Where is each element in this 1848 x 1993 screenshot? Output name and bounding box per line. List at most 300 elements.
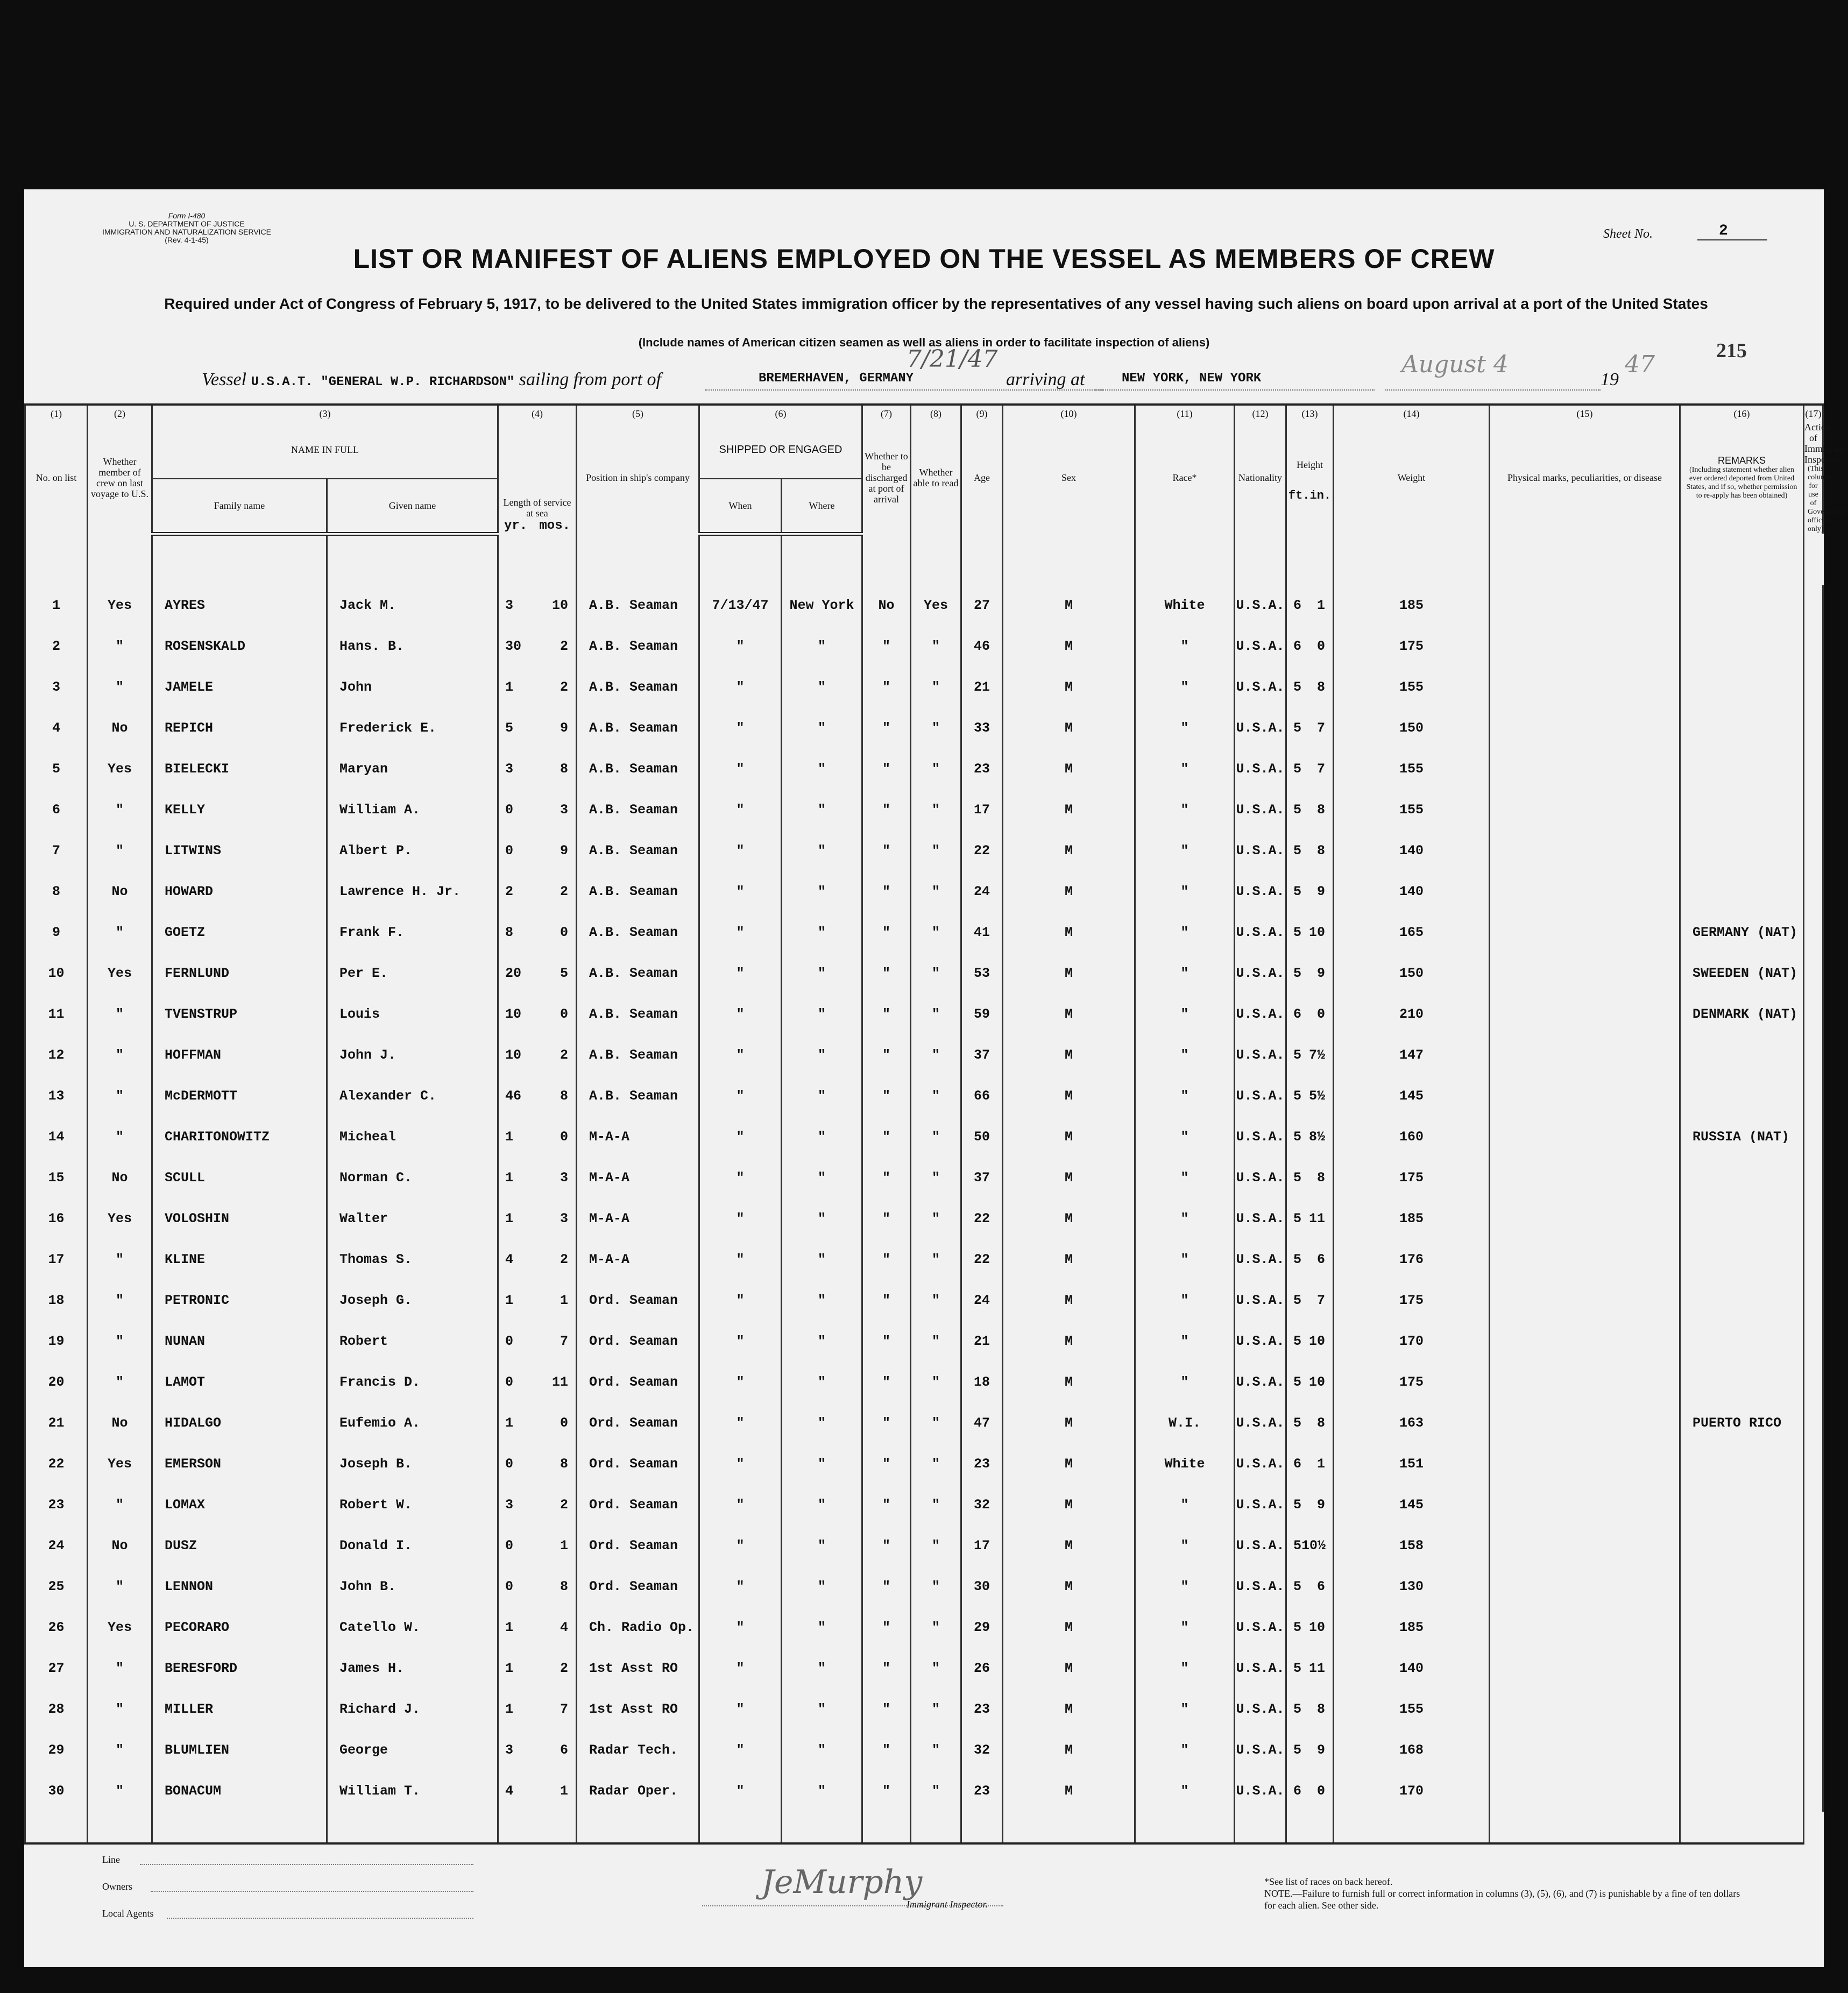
handwritten-date: 7/21/47 (907, 345, 998, 373)
cell-remarks: DENMARK (NAT) (1680, 994, 1804, 1035)
cell-able-to-read: " (911, 1321, 961, 1362)
service-years: 3 (505, 598, 514, 613)
service-split (499, 1293, 576, 1308)
cell-weight: 176 (1334, 1239, 1490, 1280)
service-split (499, 1170, 576, 1186)
cell-remarks (1680, 1771, 1804, 1812)
cell-shipped-when: " (699, 708, 782, 749)
service-split (499, 1497, 576, 1513)
cell-physical-marks (1490, 1566, 1680, 1607)
cell-height (1286, 1280, 1334, 1321)
cell-weight: 163 (1334, 1403, 1490, 1444)
cell-shipped-where: " (782, 1321, 862, 1362)
cell-weight: 155 (1334, 749, 1490, 790)
cell-length-of-service (498, 708, 577, 749)
header-race: Race* (1135, 422, 1235, 534)
cell-position: Ord. Seaman (577, 1566, 699, 1607)
cell-position: Ord. Seaman (577, 1403, 699, 1444)
cell-given-name: Robert W. (327, 1485, 498, 1526)
table-row (25, 1362, 1823, 1403)
height-inches: 1 (1316, 598, 1325, 613)
cell-height (1286, 1444, 1334, 1485)
cell-race: " (1135, 1526, 1235, 1566)
cell-shipped-where: New York (782, 585, 862, 626)
cell-nationality: U.S.A. (1235, 790, 1286, 831)
service-split (499, 1579, 576, 1594)
cell-nationality: U.S.A. (1235, 1485, 1286, 1526)
cell-race: " (1135, 1362, 1235, 1403)
table-body (25, 534, 1823, 1843)
table-row (25, 1730, 1823, 1771)
cell-weight: 165 (1334, 912, 1490, 953)
height-split (1287, 1701, 1333, 1717)
spacer-cell (862, 534, 911, 585)
cell-family-name: HOFFMAN (152, 1035, 327, 1076)
cell-length-of-service (498, 994, 577, 1035)
service-years: 1 (505, 1701, 514, 1717)
service-split (499, 639, 576, 654)
cell-remarks (1680, 1362, 1804, 1403)
height-split (1287, 679, 1333, 695)
cell-position: A.B. Seaman (577, 708, 699, 749)
cell-given-name: Maryan (327, 749, 498, 790)
cell-discharged: " (862, 1648, 911, 1689)
height-feet: 5 (1293, 884, 1302, 899)
cell-age: 18 (961, 1362, 1003, 1403)
height-feet: 5 (1293, 1415, 1302, 1431)
table-header (25, 405, 1845, 534)
cell-nationality: U.S.A. (1235, 1362, 1286, 1403)
cell-shipped-when: " (699, 1158, 782, 1198)
cell-weight: 175 (1334, 626, 1490, 667)
cell-previous-voyage: " (88, 912, 152, 953)
service-years: 10 (505, 1006, 522, 1022)
table-row (25, 831, 1823, 871)
cell-age: 53 (961, 953, 1003, 994)
cell-shipped-when: " (699, 1117, 782, 1158)
header-sex: Sex (1003, 422, 1135, 534)
height-inches: 6 (1316, 1579, 1325, 1594)
cell-discharged: " (862, 1158, 911, 1198)
cell-height (1286, 871, 1334, 912)
cell-nationality: U.S.A. (1235, 1158, 1286, 1198)
cell-able-to-read: " (911, 626, 961, 667)
cell-position: 1st Asst RO (577, 1648, 699, 1689)
cell-family-name: EMERSON (152, 1444, 327, 1485)
cell-sex: M (1003, 667, 1135, 708)
cell-able-to-read: " (911, 708, 961, 749)
cell-remarks (1680, 626, 1804, 667)
col-num-6: (6) (699, 405, 862, 422)
cell-weight: 175 (1334, 1280, 1490, 1321)
cell-age: 59 (961, 994, 1003, 1035)
table-row (25, 994, 1823, 1035)
cell-race: W.I. (1135, 1403, 1235, 1444)
filler-cell (1680, 1812, 1804, 1843)
cell-physical-marks (1490, 708, 1680, 749)
cell-race: " (1135, 1117, 1235, 1158)
cell-nationality: U.S.A. (1235, 708, 1286, 749)
height-split (1287, 1579, 1333, 1594)
arriving-label: arriving at (1006, 370, 1085, 389)
height-feet: 6 (1293, 1456, 1302, 1472)
cell-race: " (1135, 708, 1235, 749)
cell-age: 24 (961, 1280, 1003, 1321)
cell-sex: M (1003, 912, 1135, 953)
cell-sex: M (1003, 871, 1135, 912)
header-given-name: Given name (327, 479, 498, 534)
cell-sex: M (1003, 1117, 1135, 1158)
height-inches: 9 (1316, 966, 1325, 981)
table-row (25, 1566, 1823, 1607)
cell-inspector-action (1804, 1158, 1823, 1198)
cell-length-of-service (498, 1771, 577, 1812)
col-num-9: (9) (961, 405, 1003, 422)
cell-race: " (1135, 1198, 1235, 1239)
service-years: 0 (505, 1579, 514, 1594)
cell-age: 17 (961, 790, 1003, 831)
height-feet: 5 (1293, 1374, 1302, 1390)
cell-length-of-service (498, 790, 577, 831)
cell-inspector-action (1804, 1566, 1823, 1607)
cell-nationality: U.S.A. (1235, 1526, 1286, 1566)
service-months: 7 (560, 1334, 568, 1349)
height-inches: 8 (1316, 1701, 1325, 1717)
cell-age: 66 (961, 1076, 1003, 1117)
height-split (1287, 639, 1333, 654)
cell-sex: M (1003, 1730, 1135, 1771)
cell-position: A.B. Seaman (577, 1076, 699, 1117)
cell-height (1286, 1607, 1334, 1648)
cell-height (1286, 1689, 1334, 1730)
header-remarks-title: REMARKS (1717, 455, 1766, 466)
cell-able-to-read: " (911, 912, 961, 953)
cell-length-of-service (498, 1076, 577, 1117)
cell-shipped-where: " (782, 1689, 862, 1730)
cell-given-name: Frederick E. (327, 708, 498, 749)
cell-height (1286, 1771, 1334, 1812)
table-row (25, 790, 1823, 831)
height-split (1287, 761, 1333, 777)
cell-weight: 145 (1334, 1076, 1490, 1117)
table-row (25, 626, 1823, 667)
cell-nationality: U.S.A. (1235, 1117, 1286, 1158)
header-shipped-engaged: SHIPPED OR ENGAGED (699, 422, 862, 479)
cell-able-to-read: " (911, 1566, 961, 1607)
cell-shipped-when: " (699, 1444, 782, 1485)
cell-given-name: Joseph G. (327, 1280, 498, 1321)
cell-given-name: Albert P. (327, 831, 498, 871)
height-split (1287, 1334, 1333, 1349)
cell-family-name: PETRONIC (152, 1280, 327, 1321)
height-feet: 5 (1293, 1742, 1302, 1758)
cell-shipped-when: " (699, 1035, 782, 1076)
cell-given-name: James H. (327, 1648, 498, 1689)
line-label: Line (102, 1854, 120, 1865)
cell-sex: M (1003, 1403, 1135, 1444)
cell-nationality: U.S.A. (1235, 1403, 1286, 1444)
service-split (499, 1538, 576, 1554)
cell-nationality: U.S.A. (1235, 1566, 1286, 1607)
cell-height (1286, 1239, 1334, 1280)
cell-remarks (1680, 1648, 1804, 1689)
cell-shipped-when: " (699, 994, 782, 1035)
table-row (25, 1526, 1823, 1566)
cell-able-to-read: " (911, 1117, 961, 1158)
cell-sex: M (1003, 790, 1135, 831)
table-row (25, 871, 1823, 912)
cell-previous-voyage: No (88, 871, 152, 912)
cell-physical-marks (1490, 1689, 1680, 1730)
cell-shipped-when: " (699, 1485, 782, 1526)
cell-age: 17 (961, 1526, 1003, 1566)
cell-remarks (1680, 790, 1804, 831)
header-list-number: No. on list (25, 422, 88, 534)
cell-shipped-when: 7/13/47 (699, 585, 782, 626)
cell-sex: M (1003, 1444, 1135, 1485)
cell-family-name: McDERMOTT (152, 1076, 327, 1117)
height-feet: 5 (1293, 1047, 1302, 1063)
header-remarks (1680, 422, 1804, 534)
height-inches: 8½ (1308, 1129, 1325, 1145)
height-split (1287, 925, 1333, 940)
service-years: 2 (505, 884, 514, 899)
cell-list-number: 26 (25, 1607, 88, 1648)
header-discharged: Whether to be discharged at port of arrival (862, 422, 911, 534)
arrival-port: NEW YORK, NEW YORK (1122, 371, 1262, 386)
cell-given-name: Joseph B. (327, 1444, 498, 1485)
header-spacer-row (25, 534, 1823, 585)
cell-position: Ord. Seaman (577, 1362, 699, 1403)
cell-nationality: U.S.A. (1235, 585, 1286, 626)
cell-sex: M (1003, 1607, 1135, 1648)
cell-shipped-when: " (699, 626, 782, 667)
arrival-date: August 4 (1401, 351, 1509, 378)
height-feet: 5 (1293, 1293, 1302, 1308)
service-months: 8 (560, 1579, 568, 1594)
filler-cell (1235, 1812, 1286, 1843)
height-inches: 9 (1316, 1497, 1325, 1513)
cell-age: 23 (961, 1771, 1003, 1812)
cell-given-name: Louis (327, 994, 498, 1035)
col-num-7: (7) (862, 405, 911, 422)
cell-shipped-when: " (699, 953, 782, 994)
page-number: 215 (1716, 339, 1747, 362)
cell-list-number: 3 (25, 667, 88, 708)
cell-given-name: Richard J. (327, 1689, 498, 1730)
cell-previous-voyage: " (88, 1076, 152, 1117)
vessel-label: Vessel (202, 370, 247, 389)
cell-list-number: 27 (25, 1648, 88, 1689)
owners-label: Owners (102, 1881, 132, 1892)
form-number: Form I-480 (168, 211, 206, 220)
table-row (25, 1158, 1823, 1198)
cell-family-name: ROSENSKALD (152, 626, 327, 667)
cell-shipped-where: " (782, 1158, 862, 1198)
cell-shipped-where: " (782, 1730, 862, 1771)
col-num-17: (17) (1804, 405, 1823, 422)
cell-previous-voyage: " (88, 1485, 152, 1526)
cell-shipped-where: " (782, 831, 862, 871)
cell-position: Ord. Seaman (577, 1444, 699, 1485)
cell-given-name: Francis D. (327, 1362, 498, 1403)
cell-height (1286, 749, 1334, 790)
cell-discharged: " (862, 1321, 911, 1362)
service-split (499, 925, 576, 940)
cell-physical-marks (1490, 1198, 1680, 1239)
service: IMMIGRATION AND NATURALIZATION SERVICE (102, 228, 271, 236)
col-num-11: (11) (1135, 405, 1235, 422)
service-years: 0 (505, 843, 514, 859)
cell-list-number: 8 (25, 871, 88, 912)
inspector-signature: JeMurphy (761, 1863, 923, 1901)
cell-physical-marks (1490, 1771, 1680, 1812)
service-months: 0 (560, 1006, 568, 1022)
cell-shipped-where: " (782, 1239, 862, 1280)
cell-list-number: 30 (25, 1771, 88, 1812)
cell-given-name: John J. (327, 1035, 498, 1076)
cell-previous-voyage: Yes (88, 585, 152, 626)
cell-shipped-where: " (782, 1280, 862, 1321)
subtitle-note: (Include names of American citizen seamen as well as aliens in order to facilitate inspection of aliens) (638, 336, 1210, 349)
cell-sex: M (1003, 585, 1135, 626)
cell-family-name: KLINE (152, 1239, 327, 1280)
height-inches: 6 (1316, 1252, 1325, 1267)
col-num-8: (8) (911, 405, 961, 422)
cell-age: 37 (961, 1158, 1003, 1198)
cell-length-of-service (498, 1117, 577, 1158)
col-num-1: (1) (25, 405, 88, 422)
height-feet: 5 (1293, 1701, 1302, 1717)
cell-previous-voyage: " (88, 1239, 152, 1280)
cell-given-name: John B. (327, 1566, 498, 1607)
cell-list-number: 28 (25, 1689, 88, 1730)
height-split (1287, 1211, 1333, 1226)
height-feet: 5 (1293, 1538, 1302, 1554)
agents-label: Local Agents (102, 1908, 154, 1919)
height-feet: 5 (1293, 1497, 1302, 1513)
cell-physical-marks (1490, 1280, 1680, 1321)
cell-list-number: 15 (25, 1158, 88, 1198)
cell-weight: 175 (1334, 1158, 1490, 1198)
cell-given-name: Hans. B. (327, 626, 498, 667)
cell-nationality: U.S.A. (1235, 667, 1286, 708)
service-years: 1 (505, 679, 514, 695)
filler-cell (1490, 1812, 1680, 1843)
service-split (499, 1211, 576, 1226)
cell-race: " (1135, 667, 1235, 708)
service-split (499, 598, 576, 613)
cell-sex: M (1003, 708, 1135, 749)
cell-age: 24 (961, 871, 1003, 912)
cell-discharged: " (862, 1362, 911, 1403)
height-feet: 6 (1293, 598, 1302, 613)
cell-inspector-action (1804, 1607, 1823, 1648)
vessel-line (202, 370, 661, 390)
service-years: 46 (505, 1088, 522, 1104)
height-feet: 5 (1293, 1661, 1302, 1676)
service-months: 2 (560, 1497, 568, 1513)
service-split (499, 1374, 576, 1390)
cell-shipped-where: " (782, 1444, 862, 1485)
filler-cell (25, 1812, 88, 1843)
height-inches: 8 (1316, 1415, 1325, 1431)
height-inches: 10½ (1301, 1538, 1326, 1554)
cell-remarks (1680, 1158, 1804, 1198)
cell-remarks: SWEEDEN (NAT) (1680, 953, 1804, 994)
filler-cell (1135, 1812, 1235, 1843)
cell-length-of-service (498, 1239, 577, 1280)
cell-inspector-action (1804, 1689, 1823, 1730)
line-field (140, 1864, 473, 1865)
service-years: 1 (505, 1170, 514, 1186)
height-split (1287, 1620, 1333, 1635)
table-row (25, 1607, 1823, 1648)
cell-length-of-service (498, 1648, 577, 1689)
filler-cell (88, 1812, 152, 1843)
height-feet: 5 (1293, 761, 1302, 777)
cell-discharged: " (862, 994, 911, 1035)
cell-length-of-service (498, 667, 577, 708)
cell-family-name: AYRES (152, 585, 327, 626)
cell-shipped-when: " (699, 871, 782, 912)
cell-sex: M (1003, 1198, 1135, 1239)
cell-height (1286, 1076, 1334, 1117)
cell-family-name: FERNLUND (152, 953, 327, 994)
cell-able-to-read: " (911, 1403, 961, 1444)
service-split (499, 720, 576, 736)
cell-able-to-read: " (911, 1730, 961, 1771)
cell-inspector-action (1804, 1239, 1823, 1280)
height-inches: 7 (1316, 1293, 1325, 1308)
cell-previous-voyage: Yes (88, 1444, 152, 1485)
cell-given-name: Thomas S. (327, 1239, 498, 1280)
cell-weight: 185 (1334, 1198, 1490, 1239)
header-service-units (499, 519, 576, 534)
cell-physical-marks (1490, 953, 1680, 994)
header-when: When (699, 479, 782, 534)
table-row (25, 1035, 1823, 1076)
table-row (25, 1403, 1823, 1444)
cell-shipped-when: " (699, 790, 782, 831)
table-row (25, 1771, 1823, 1812)
cell-shipped-where: " (782, 790, 862, 831)
filler-cell (911, 1812, 961, 1843)
cell-list-number: 12 (25, 1035, 88, 1076)
cell-sex: M (1003, 1321, 1135, 1362)
cell-inspector-action (1804, 1280, 1823, 1321)
cell-able-to-read: " (911, 831, 961, 871)
crew-table (24, 403, 1845, 1845)
service-split (499, 1415, 576, 1431)
cell-given-name: Jack M. (327, 585, 498, 626)
height-split (1287, 1661, 1333, 1676)
cell-discharged: " (862, 1280, 911, 1321)
col-num-12: (12) (1235, 405, 1286, 422)
cell-shipped-where: " (782, 871, 862, 912)
service-months: 5 (560, 966, 568, 981)
filler-cell (961, 1812, 1003, 1843)
filler-cell (699, 1812, 782, 1843)
cell-remarks (1680, 831, 1804, 871)
col-num-4: (4) (498, 405, 577, 422)
cell-family-name: BLUMLIEN (152, 1730, 327, 1771)
filler-cell (498, 1812, 577, 1843)
cell-able-to-read: Yes (911, 585, 961, 626)
table-row (25, 1076, 1823, 1117)
cell-shipped-when: " (699, 1403, 782, 1444)
cell-given-name: George (327, 1730, 498, 1771)
